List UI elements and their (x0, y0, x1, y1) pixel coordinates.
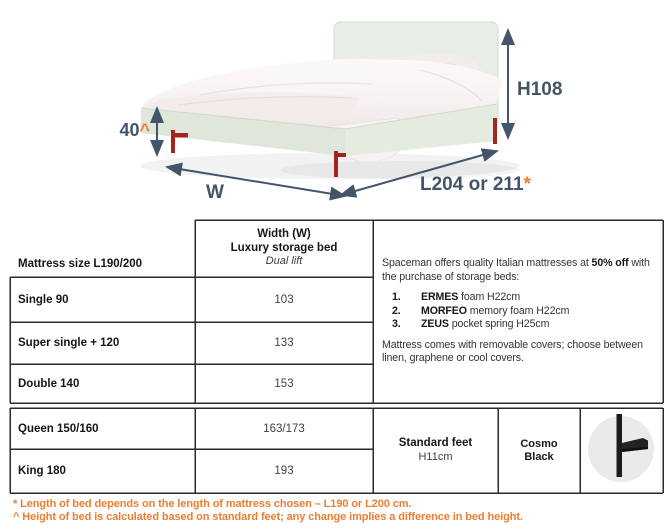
list-item: 3. ZEUS pocket spring H25cm (392, 318, 550, 331)
mattress-covers-note: Mattress comes with removable covers; choose between linen, graphene or cool covers. (382, 338, 643, 365)
footnote-height: ^ Height of bed is calculated based on standard feet; any change implies a difference in bed height. (13, 510, 523, 523)
discount-highlight: 50% off (591, 257, 629, 270)
table-col-header (195, 220, 373, 277)
table-row: King 180 (18, 465, 66, 477)
caret-marker: ^ (139, 120, 150, 140)
mattress-info-cell (373, 220, 663, 403)
footnote-length: * Length of bed depends on the length of mattress chosen – L190 or L200 cm. (13, 498, 412, 510)
table-cell-value: 193 (274, 465, 294, 477)
feet-height: H11cm (418, 450, 453, 463)
dim-base-height-label: 40^ (119, 120, 150, 140)
dim-width-label: W (206, 182, 224, 203)
footnotes (13, 498, 523, 524)
table-cell-value: 133 (274, 337, 294, 349)
col-header-line2: Luxury storage bed (230, 241, 338, 254)
asterisk-marker: * (523, 174, 531, 195)
standard-feet-cell (373, 408, 498, 493)
feet-title: Standard feet (398, 437, 473, 449)
table-row: Single 90 (18, 293, 69, 306)
table-row: Double 140 (18, 377, 80, 390)
mattress-intro: Spaceman offers quality Italian mattresses at 50% off with the purchase of storage beds: (382, 257, 650, 283)
col-header-line3: Dual lift (265, 255, 303, 268)
table-row: Super single + 120 (18, 337, 120, 349)
table-cell-value: 153 (274, 377, 294, 390)
table-row: Queen 150/160 (18, 422, 99, 435)
list-item: 2. MORFEO memory foam H22cm (392, 304, 570, 317)
table-row-header: Mattress size L190/200 (18, 258, 143, 270)
mattress-list (382, 291, 569, 332)
table-cell-value: 103 (274, 293, 294, 306)
feet-finish-cell: Cosmo Black (520, 437, 558, 463)
table-cell-value: 163/173 (263, 422, 305, 435)
col-header-line1: Width (W) (257, 228, 311, 241)
dim-length-label: L204 or 211* (420, 174, 531, 195)
bed-foot-image (580, 408, 663, 493)
list-item: 1. ERMES foam H22cm (392, 291, 521, 304)
dim-height-label: H108 (517, 79, 563, 100)
